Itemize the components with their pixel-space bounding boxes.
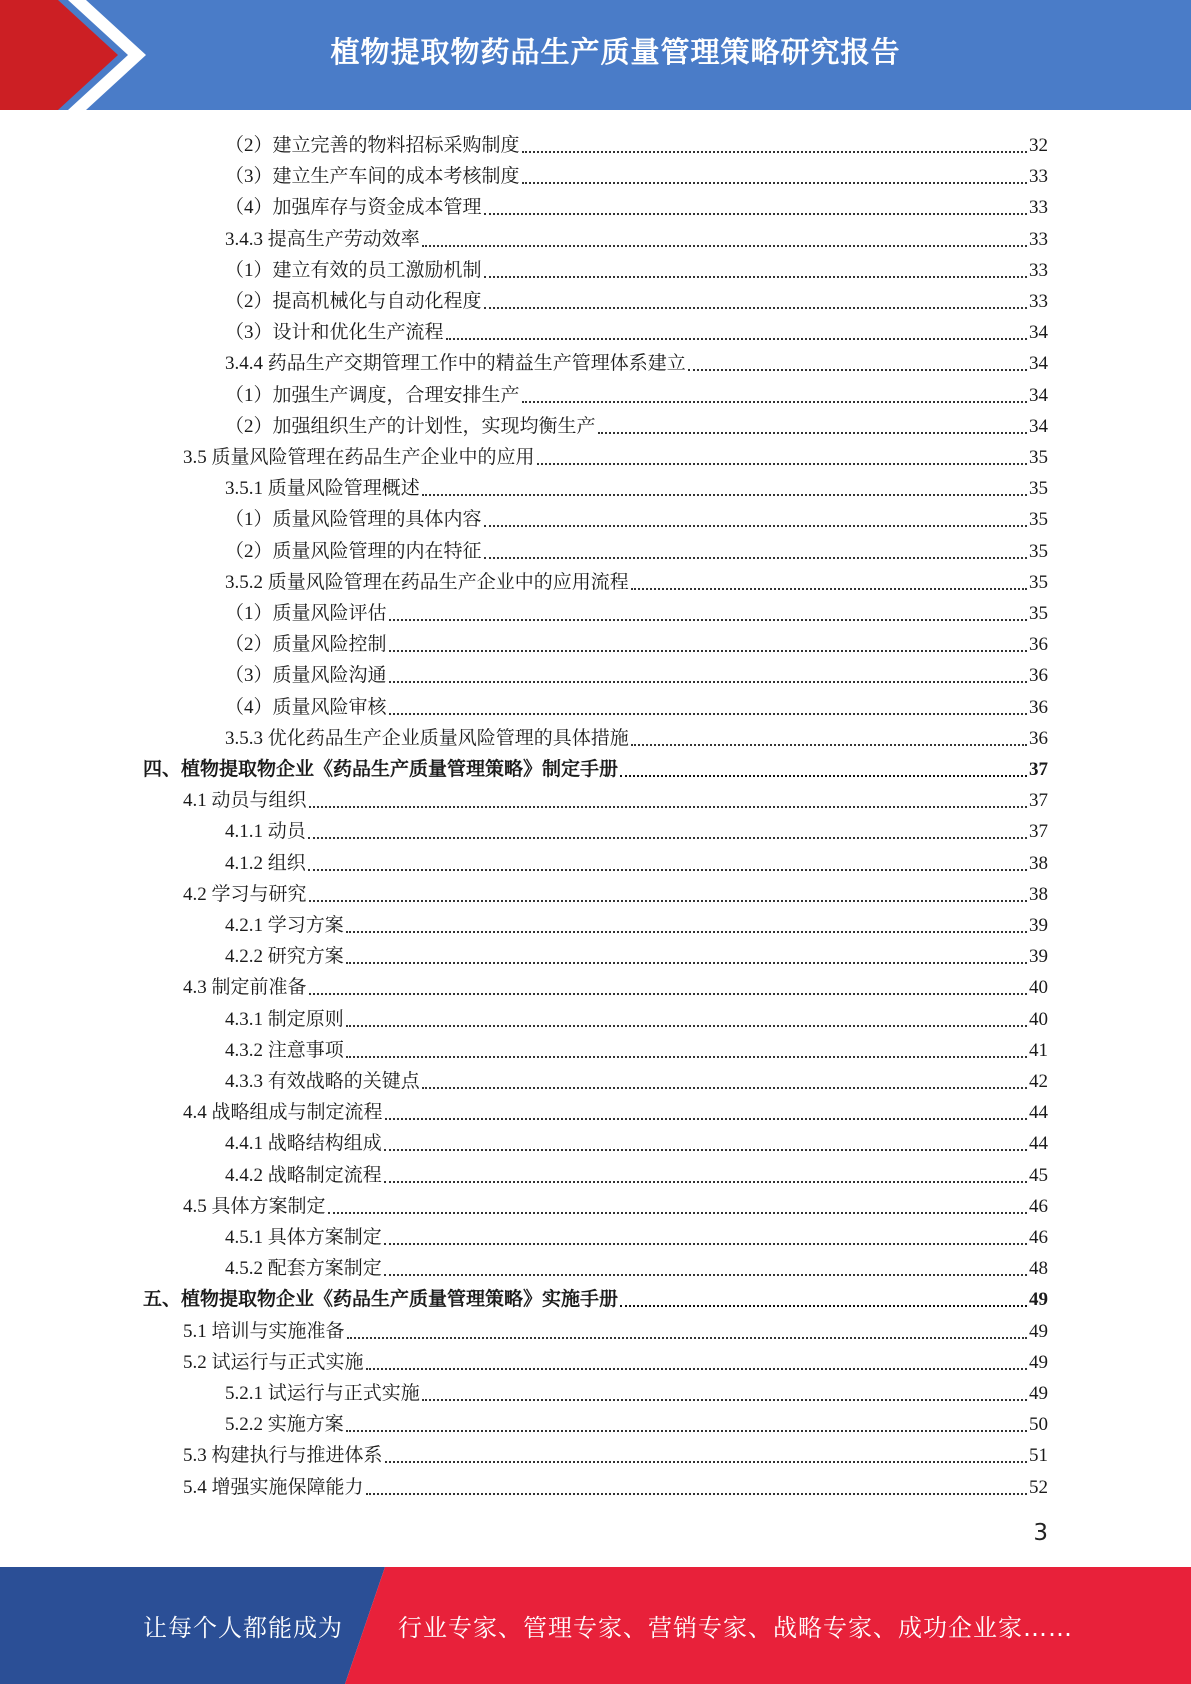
toc-dot-leader	[389, 713, 1027, 715]
toc-entry-label: 5.2.2 实施方案	[225, 1414, 344, 1436]
toc-entry-page: 38	[1029, 883, 1048, 905]
toc-dot-leader	[385, 1461, 1027, 1463]
toc-entry[interactable]	[225, 221, 1048, 252]
toc-entry[interactable]	[225, 626, 1048, 657]
toc-entry-label: 3.5 质量风险管理在药品生产企业中的应用	[183, 447, 535, 468]
toc-entry-page: 36	[1029, 727, 1048, 749]
toc-entry[interactable]	[225, 657, 1048, 688]
toc-entry-label: 4.3.2 注意事项	[225, 1039, 344, 1061]
toc-dot-leader	[422, 494, 1027, 496]
toc-entry-label: （2）提高机械化与自动化程度	[225, 291, 482, 312]
toc-entry[interactable]	[143, 1281, 1048, 1312]
toc-entry-page: 45	[1029, 1164, 1048, 1186]
toc-entry-label: 五、植物提取物企业《药品生产质量管理策略》实施手册	[143, 1289, 619, 1311]
toc-entry-label: 5.3 构建执行与推进体系	[183, 1445, 383, 1467]
toc-dot-leader	[522, 182, 1027, 184]
toc-dot-leader	[346, 962, 1027, 964]
toc-entry[interactable]	[225, 595, 1048, 626]
toc-dot-leader	[631, 744, 1027, 746]
toc-entry-page: 44	[1029, 1102, 1048, 1124]
toc-entry[interactable]	[183, 1313, 1048, 1344]
toc-entry-label: 5.2.1 试运行与正式实施	[225, 1383, 420, 1404]
toc-entry-page: 37	[1029, 821, 1048, 843]
toc-entry[interactable]	[225, 689, 1048, 720]
toc-entry-page: 37	[1029, 759, 1048, 780]
toc-entry[interactable]	[225, 283, 1048, 314]
toc-entry-page: 52	[1029, 1476, 1048, 1498]
toc-entry[interactable]	[183, 1437, 1048, 1468]
toc-entry[interactable]	[225, 314, 1048, 345]
toc-entry-label: 4.3 制定前准备	[183, 977, 307, 999]
toc-entry-label: 3.5.3 优化药品生产企业质量风险管理的具体措施	[225, 727, 629, 749]
toc-entry-label: 4.2 学习与研究	[183, 883, 307, 905]
toc-entry[interactable]	[183, 782, 1048, 813]
toc-dot-leader	[484, 557, 1027, 559]
toc-entry-label: （1）加强生产调度，合理安排生产	[225, 384, 520, 406]
toc-dot-leader	[484, 213, 1027, 215]
toc-entry[interactable]	[183, 1344, 1048, 1375]
toc-entry-page: 37	[1029, 790, 1048, 812]
toc-entry-page: 36	[1029, 634, 1048, 656]
toc-entry-label: （3）设计和优化生产流程	[225, 322, 444, 344]
toc-dot-leader	[522, 151, 1027, 153]
toc-entry-page: 34	[1029, 322, 1048, 344]
toc-entry-label: （2）质量风险控制	[225, 634, 387, 656]
toc-dot-leader	[446, 338, 1027, 340]
toc-entry-page: 49	[1029, 1289, 1048, 1311]
toc-entry-page: 50	[1029, 1414, 1048, 1436]
toc-entry[interactable]	[183, 876, 1048, 907]
toc-entry-label: 4.2.1 学习方案	[225, 915, 344, 936]
toc-dot-leader	[620, 775, 1027, 777]
toc-entry-label: 5.4 增强实施保障能力	[183, 1476, 364, 1498]
footer-slogan-left: 让每个人都能成为	[143, 1614, 343, 1642]
toc-dot-leader	[309, 993, 1027, 995]
toc-entry-page: 38	[1029, 852, 1048, 874]
toc-dot-leader	[366, 1493, 1027, 1495]
toc-dot-leader	[389, 650, 1027, 652]
toc-entry-page: 32	[1029, 135, 1048, 156]
toc-entry[interactable]	[225, 470, 1048, 501]
toc-entry-label: 4.4.2 战略制定流程	[225, 1164, 382, 1186]
toc-entry-label: 5.1 培训与实施准备	[183, 1320, 345, 1342]
toc-dot-leader	[309, 806, 1027, 808]
toc-entry[interactable]	[225, 1001, 1048, 1032]
toc-entry-page: 42	[1029, 1071, 1048, 1092]
toc-entry-label: （2）加强组织生产的计划性，实现均衡生产	[225, 415, 596, 437]
toc-entry-label: 4.5 具体方案制定	[183, 1195, 326, 1217]
toc-entry[interactable]	[225, 189, 1048, 220]
toc-dot-leader	[484, 525, 1027, 527]
toc-entry-page: 34	[1029, 384, 1048, 406]
toc-entry[interactable]	[225, 1125, 1048, 1156]
toc-entry-label: 4.1 动员与组织	[183, 790, 307, 812]
toc-entry-label: （1）质量风险管理的具体内容	[225, 509, 482, 531]
toc-entry-page: 35	[1029, 478, 1048, 500]
page-number: 3	[1033, 1520, 1048, 1546]
toc-entry[interactable]	[225, 408, 1048, 439]
toc-dot-leader	[620, 1305, 1027, 1307]
toc-entry[interactable]	[225, 813, 1048, 844]
toc-entry-page: 51	[1029, 1445, 1048, 1467]
toc-entry-label: 4.4.1 战略结构组成	[225, 1133, 382, 1155]
toc-dot-leader	[389, 681, 1027, 683]
toc-dot-leader	[384, 1243, 1027, 1245]
toc-entry-label: 4.5.1 具体方案制定	[225, 1227, 382, 1248]
toc-entry[interactable]	[225, 845, 1048, 876]
toc-entry-page: 34	[1029, 415, 1048, 437]
toc-entry-label: 4.5.2 配套方案制定	[225, 1258, 382, 1280]
toc-entry-label: （3）建立生产车间的成本考核制度	[225, 166, 520, 188]
toc-entry-page: 49	[1029, 1320, 1048, 1342]
toc-dot-leader	[384, 1149, 1027, 1151]
toc-entry[interactable]	[225, 1250, 1048, 1281]
toc-dot-leader	[484, 276, 1027, 278]
toc-dot-leader	[309, 900, 1027, 902]
toc-entry-label: 5.2 试运行与正式实施	[183, 1351, 364, 1373]
toc-entry[interactable]	[225, 1032, 1048, 1063]
toc-entry[interactable]	[225, 252, 1048, 283]
toc-entry-label: （4）加强库存与资金成本管理	[225, 197, 482, 219]
toc-dot-leader	[346, 1056, 1027, 1058]
toc-entry[interactable]	[225, 1063, 1048, 1094]
toc-dot-leader	[631, 588, 1027, 590]
toc-entry[interactable]	[225, 1157, 1048, 1188]
toc-entry-page: 35	[1029, 447, 1048, 468]
toc-entry-page: 33	[1029, 197, 1048, 219]
toc-entry[interactable]	[225, 1219, 1048, 1250]
toc-entry-label: （3）质量风险沟通	[225, 665, 387, 687]
toc-dot-leader	[384, 1274, 1027, 1276]
toc-entry-page: 40	[1029, 1008, 1048, 1030]
toc-entry-page: 33	[1029, 291, 1048, 312]
toc-dot-leader	[308, 869, 1027, 871]
toc-entry[interactable]	[225, 158, 1048, 189]
toc-entry-label: （4）质量风险审核	[225, 696, 387, 718]
toc-entry-label: 3.4.3 提高生产劳动效率	[225, 228, 420, 250]
header-banner	[0, 0, 1191, 110]
toc-entry-page: 33	[1029, 259, 1048, 281]
toc-dot-leader	[422, 1399, 1027, 1401]
toc-dot-leader	[384, 1181, 1027, 1183]
toc-entry-page: 44	[1029, 1133, 1048, 1155]
toc-entry[interactable]	[225, 501, 1048, 532]
report-title: 植物提取物药品生产质量管理策略研究报告	[330, 34, 901, 69]
toc-dot-leader	[389, 619, 1027, 621]
toc-entry-label: 4.1.1 动员	[225, 821, 306, 843]
toc-entry[interactable]	[225, 564, 1048, 595]
toc-entry[interactable]	[183, 1094, 1048, 1125]
toc-entry-label: （2）质量风险管理的内在特征	[225, 540, 482, 562]
toc-dot-leader	[598, 432, 1027, 434]
toc-entry-page: 41	[1029, 1039, 1048, 1061]
toc-entry[interactable]	[225, 1375, 1048, 1406]
toc-entry-page: 35	[1029, 603, 1048, 624]
toc-entry-label: 四、植物提取物企业《药品生产质量管理策略》制定手册	[143, 759, 619, 780]
toc-entry[interactable]	[225, 1406, 1048, 1437]
footer-slogan-right: 行业专家、管理专家、营销专家、战略专家、成功企业家……	[398, 1614, 1073, 1642]
toc-entry[interactable]	[225, 377, 1048, 408]
toc-entry[interactable]	[183, 439, 1048, 470]
toc-entry-label: 4.3.3 有效战略的关键点	[225, 1071, 420, 1092]
toc-entry-page: 49	[1029, 1351, 1048, 1373]
toc-entry-page: 49	[1029, 1383, 1048, 1404]
toc-dot-leader	[366, 1368, 1027, 1370]
toc-entry-label: 4.2.2 研究方案	[225, 946, 344, 968]
toc-entry[interactable]	[225, 345, 1048, 376]
toc-entry[interactable]	[225, 938, 1048, 969]
toc-dot-leader	[346, 1025, 1027, 1027]
toc-entry-page: 36	[1029, 696, 1048, 718]
toc-dot-leader	[346, 1430, 1027, 1432]
toc-dot-leader	[688, 369, 1027, 371]
toc-dot-leader	[484, 307, 1027, 309]
toc-entry-page: 39	[1029, 946, 1048, 968]
toc-entry-label: 3.5.1 质量风险管理概述	[225, 478, 420, 500]
toc-entry[interactable]	[183, 1188, 1048, 1219]
toc-entry-label: 3.5.2 质量风险管理在药品生产企业中的应用流程	[225, 571, 629, 593]
toc-entry-page: 33	[1029, 228, 1048, 250]
toc-entry-page: 40	[1029, 977, 1048, 999]
toc-dot-leader	[385, 1118, 1027, 1120]
toc-dot-leader	[308, 837, 1027, 839]
toc-dot-leader	[422, 245, 1027, 247]
toc-dot-leader	[422, 1087, 1027, 1089]
toc-entry[interactable]	[183, 969, 1048, 1000]
toc-entry-page: 46	[1029, 1195, 1048, 1217]
toc-entry-page: 36	[1029, 665, 1048, 687]
toc-entry[interactable]	[225, 907, 1048, 938]
toc-entry-label: 3.4.4 药品生产交期管理工作中的精益生产管理体系建立	[225, 353, 686, 375]
toc-dot-leader	[347, 1337, 1027, 1339]
toc-dot-leader	[522, 401, 1027, 403]
toc-entry-page: 35	[1029, 540, 1048, 562]
toc-entry-page: 46	[1029, 1227, 1048, 1248]
chevron-arrow-icon	[0, 0, 160, 110]
toc-entry[interactable]	[225, 533, 1048, 564]
toc-entry-page: 34	[1029, 353, 1048, 375]
toc-entry-label: 4.4 战略组成与制定流程	[183, 1102, 383, 1124]
toc-entry-page: 39	[1029, 915, 1048, 936]
toc-entry[interactable]	[225, 720, 1048, 751]
toc-entry-page: 33	[1029, 166, 1048, 188]
toc-entry-label: （2）建立完善的物料招标采购制度	[225, 135, 520, 156]
toc-dot-leader	[346, 931, 1027, 933]
toc-entry-label: 4.3.1 制定原则	[225, 1008, 344, 1030]
footer-banner	[0, 1567, 1191, 1684]
toc-entry-label: （1）质量风险评估	[225, 603, 387, 624]
toc-dot-leader	[328, 1212, 1027, 1214]
toc-entry[interactable]	[225, 127, 1048, 158]
toc-entry[interactable]	[143, 751, 1048, 782]
toc-entry-page: 35	[1029, 509, 1048, 531]
toc-entry-label: 4.1.2 组织	[225, 852, 306, 874]
toc-entry-page: 48	[1029, 1258, 1048, 1280]
toc-entry-label: （1）建立有效的员工激励机制	[225, 259, 482, 281]
toc-dot-leader	[537, 463, 1027, 465]
toc-entry[interactable]	[183, 1469, 1048, 1500]
toc-entry-page: 35	[1029, 571, 1048, 593]
